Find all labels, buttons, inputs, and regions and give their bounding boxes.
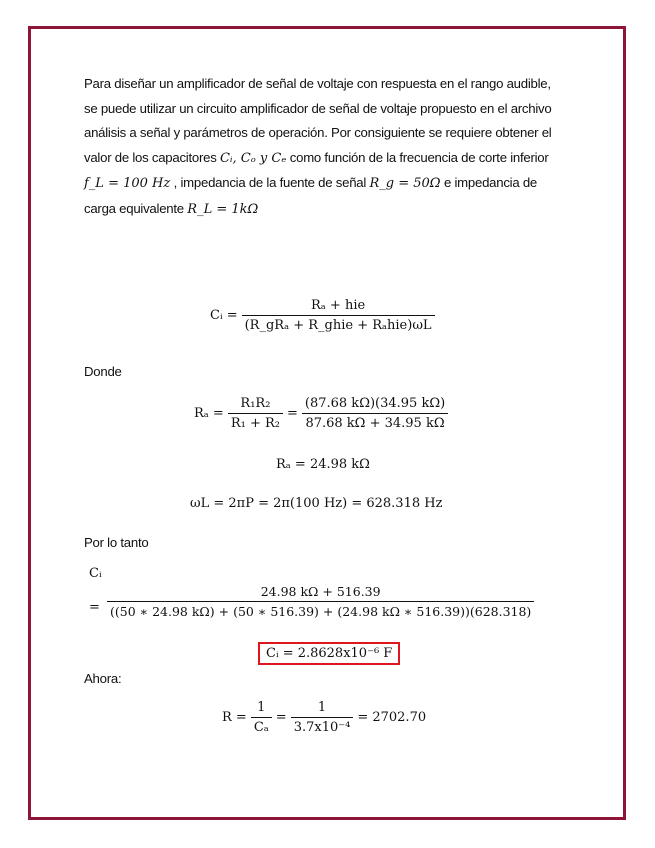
intro-line: se puede utilizar un circuito amplificador de señal de voltaje propuesto en el archivo	[84, 100, 552, 116]
intro-line: f_L = 100 Hz , impedancia de la fuente de señal R_g = 50Ω e impedancia de	[84, 175, 538, 191]
equation-ra: Rₐ = $\frac{\text{R₁R₂}}{\text{R₁ + R₂}}$ = $\frac{(87.68 k\Omega)(34.95 k\Omega)}{87.68 k\Omega + 34.95 k\Omega}$	[194, 396, 452, 431]
donde-label: Donde	[84, 364, 122, 379]
intro-line: Para diseñar un amplificador de señal de voltaje con respuesta en el rango audible,	[84, 76, 551, 91]
source-impedance-math: R_g = 50Ω	[369, 176, 441, 191]
equation-ci: Cᵢ = $\frac{\text{Rₐ + hie}}{\text{(R\_gRₐ + R\_ghie + Rₐhie)ωL}}$	[210, 298, 439, 333]
intro-line: valor de los capacitores Cᵢ, Cₒ y Cₑ como función de la frecuencia de corte inferior	[84, 149, 549, 166]
capacitors-math: Cᵢ, Cₒ y Cₑ	[219, 150, 287, 166]
cutoff-frequency-math: f_L = 100 Hz	[84, 176, 171, 191]
intro-paragraph	[84, 72, 584, 222]
equation-ra-value: Rₐ = 24.98 kΩ	[276, 457, 370, 472]
equation-ci-equals: =	[89, 600, 100, 615]
equation-ci-substituted: 24.98 kΩ + 516.39 ((50 ∗ 24.98 kΩ) + (50 ∗ 516.39) + (24.98 kΩ ∗ 516.39))(628.318)	[103, 584, 538, 619]
por-lo-tanto-label: Por lo tanto	[84, 535, 149, 550]
load-impedance-math: R_L = 1kΩ	[187, 201, 259, 217]
ahora-label: Ahora:	[84, 671, 122, 686]
equation-r: R = $\frac{1}{\text{Cₐ}}$ = $\frac{1}{\text{3.7x10⁻⁴}}$ = 2702.70	[222, 700, 427, 735]
equation-omega: ωL = 2πP = 2π(100 Hz) = 628.318 Hz	[190, 496, 443, 511]
intro-line: análisis a señal y parámetros de operación. Por consiguiente se requiere obtener el	[84, 125, 552, 140]
result-ci-highlight: Cᵢ = 2.8628x10⁻⁶ F	[258, 642, 400, 665]
intro-line: carga equivalente R_L = 1kΩ	[84, 200, 259, 217]
equation-ci-lhs: Cᵢ	[89, 566, 102, 581]
